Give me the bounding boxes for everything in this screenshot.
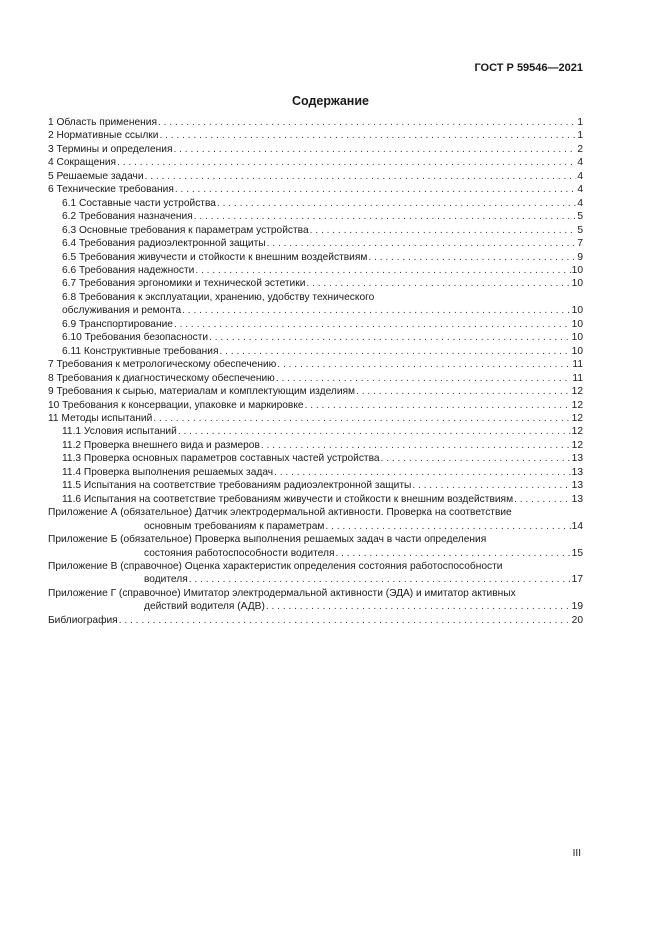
toc-entry-page: 10 <box>571 278 583 290</box>
toc-entry[interactable] <box>48 251 583 264</box>
toc-entry[interactable] <box>48 547 583 560</box>
toc-entry-title: 7 Требования к метрологическому обеспечению <box>48 359 277 371</box>
toc-entry-page: 10 <box>571 264 583 276</box>
toc-entry[interactable]: Приложение А (обязательное) Датчик электродермальной активности. Проверка на соответствие <box>48 507 512 519</box>
toc-dot-leader <box>217 197 576 210</box>
toc-entry-title: 6.2 Требования назначения <box>62 211 193 223</box>
toc-entry-page: 15 <box>571 547 583 559</box>
toc-entry-page: 12 <box>571 412 583 424</box>
toc-entry-title: основным требованиям к параметрам <box>144 520 325 532</box>
toc-entry-title: действий водителя (АДВ) <box>144 601 265 613</box>
toc-dot-leader <box>266 600 571 613</box>
toc-dot-leader <box>220 345 571 358</box>
toc-dot-leader <box>267 237 577 250</box>
toc-entry-page: 13 <box>571 453 583 465</box>
document-code: ГОСТ Р 59546—2021 <box>474 62 583 74</box>
toc-dot-leader <box>412 479 570 492</box>
toc-dot-leader <box>175 183 576 196</box>
toc-entry[interactable] <box>48 143 583 156</box>
toc-entry-page: 14 <box>571 520 583 532</box>
toc-entry-page: 20 <box>571 614 583 626</box>
toc-entry-page: 11 <box>572 359 583 371</box>
toc-entry-title: 5 Решаемые задачи <box>48 170 144 182</box>
toc-entry[interactable] <box>48 331 583 344</box>
toc-dot-leader <box>195 264 570 277</box>
toc-entry-title: 6.7 Требования эргономики и технической эстетики <box>62 278 306 290</box>
toc-entry-title: 6.5 Требования живучести и стойкости к внешним воздействиям <box>62 251 368 263</box>
toc-dot-leader <box>261 439 571 452</box>
toc-dot-leader <box>310 224 577 237</box>
toc-entry[interactable] <box>48 183 583 196</box>
toc-dot-leader <box>119 614 571 627</box>
toc-entry-page: 12 <box>571 439 583 451</box>
toc-entry-page: 12 <box>571 399 583 411</box>
toc-entry[interactable] <box>48 573 583 586</box>
toc-entry[interactable] <box>48 358 583 371</box>
toc-entry-title: 6.4 Требования радиоэлектронной защиты <box>62 238 266 250</box>
toc-entry-title: 11.2 Проверка внешнего вида и размеров <box>62 439 260 451</box>
toc-entry-page: 13 <box>571 480 583 492</box>
toc-entry-page: 4 <box>577 197 583 209</box>
toc-entry-page: 11 <box>572 372 583 384</box>
toc-entry[interactable] <box>48 156 583 169</box>
toc-dot-leader <box>194 210 577 223</box>
toc-entry-page: 13 <box>571 466 583 478</box>
toc-entry-page: 10 <box>571 305 583 317</box>
toc-entry[interactable] <box>48 493 583 506</box>
toc-entry[interactable] <box>48 614 583 627</box>
toc-entry[interactable] <box>48 277 583 290</box>
toc-entry-page: 10 <box>571 318 583 330</box>
toc-entry-title: 1 Область применения <box>48 117 157 128</box>
toc-entry[interactable] <box>48 439 583 452</box>
page-number: III <box>572 848 581 859</box>
toc-entry-page: 13 <box>571 493 583 505</box>
toc-entry-page: 2 <box>577 143 583 155</box>
toc-entry-title: 6.3 Основные требования к параметрам устройства <box>62 224 309 236</box>
toc-entry[interactable] <box>48 399 583 412</box>
toc-entry[interactable] <box>48 318 583 331</box>
toc-entry[interactable] <box>48 372 583 385</box>
toc-dot-leader <box>117 156 576 169</box>
toc-entry-title: Библиография <box>48 614 118 626</box>
toc-entry[interactable] <box>48 452 583 465</box>
toc-entry-title: 2 Нормативные ссылки <box>48 130 159 142</box>
toc-entry-title: 11.5 Испытания на соответствие требованиям радиоэлектронной защиты <box>62 480 412 492</box>
toc-entry-page: 4 <box>577 184 583 196</box>
toc-dot-leader <box>325 520 570 533</box>
toc-entry-title: 6 Технические требования <box>48 184 174 196</box>
toc-entry-title: 6.10 Требования безопасности <box>62 332 209 344</box>
toc-dot-leader <box>209 331 571 344</box>
toc-entry-title: 11.1 Условия испытаний <box>62 426 177 438</box>
toc-entry[interactable] <box>48 224 583 237</box>
toc-entry-page: 5 <box>577 211 583 223</box>
toc-entry-page: 19 <box>571 601 583 613</box>
toc-entry-title: состояния работоспособности водителя <box>144 547 335 559</box>
toc-entry[interactable] <box>48 129 583 142</box>
toc-dot-leader <box>514 493 571 506</box>
toc-entry-title: 3 Термины и определения <box>48 143 173 155</box>
table-of-contents <box>48 116 583 627</box>
toc-entry[interactable] <box>48 170 583 183</box>
toc-entry-title: 6.6 Требования надежности <box>62 264 195 276</box>
toc-entry-title: 9 Требования к сырью, материалам и комплектующим изделиям <box>48 386 356 398</box>
toc-entry[interactable] <box>48 425 583 438</box>
toc-dot-leader <box>159 129 576 142</box>
toc-entry[interactable] <box>48 345 583 358</box>
toc-entry-page: 7 <box>577 238 583 250</box>
toc-entry[interactable] <box>48 197 583 210</box>
toc-entry[interactable] <box>48 385 583 398</box>
toc-entry-page: 1 <box>577 117 583 128</box>
toc-dot-leader <box>189 573 571 586</box>
toc-entry-title: 11.4 Проверка выполнения решаемых задач <box>62 466 274 478</box>
toc-entry-page: 4 <box>577 170 583 182</box>
toc-entry-page: 17 <box>571 574 583 586</box>
toc-entry[interactable]: 6.8 Требования к эксплуатации, хранению, удобству технического <box>62 291 375 303</box>
toc-dot-leader <box>368 251 576 264</box>
toc-entry[interactable] <box>48 466 583 479</box>
toc-entry-page: 12 <box>571 426 583 438</box>
toc-entry-title: 10 Требования к консервации, упаковке и маркировке <box>48 399 304 411</box>
toc-entry-title: обслуживания и ремонта <box>62 305 182 317</box>
toc-entry-title: 11 Методы испытаний <box>48 412 153 424</box>
toc-dot-leader <box>276 372 572 385</box>
toc-entry-title: водителя <box>144 574 188 586</box>
toc-dot-leader <box>356 385 571 398</box>
toc-entry-page: 1 <box>577 130 583 142</box>
toc-entry-page: 10 <box>571 332 583 344</box>
toc-entry-page: 5 <box>577 224 583 236</box>
toc-entry[interactable] <box>48 412 583 425</box>
toc-dot-leader <box>153 412 570 425</box>
toc-dot-leader <box>274 466 571 479</box>
toc-dot-leader <box>145 170 577 183</box>
toc-dot-leader <box>381 452 571 465</box>
toc-entry[interactable] <box>48 520 583 533</box>
toc-entry-page: 4 <box>577 157 583 169</box>
toc-dot-leader <box>173 143 576 156</box>
toc-entry-title: 8 Требования к диагностическому обеспечению <box>48 372 275 384</box>
toc-dot-leader <box>306 277 570 290</box>
toc-entry[interactable]: Приложение В (справочное) Оценка характеристик определения состояния работоспособности <box>48 560 503 572</box>
toc-dot-leader <box>158 116 576 129</box>
toc-entry[interactable] <box>48 304 583 317</box>
toc-entry[interactable]: Приложение Г (справочное) Имитатор электродермальной активности (ЭДА) и имитатор активных <box>48 587 516 599</box>
toc-entry[interactable]: Приложение Б (обязательное) Проверка выполнения решаемых задач в части определения <box>48 534 487 546</box>
toc-dot-leader <box>178 425 571 438</box>
toc-entry[interactable] <box>48 600 583 613</box>
toc-entry-title: 6.9 Транспортирование <box>62 318 173 330</box>
toc-entry-page: 9 <box>577 251 583 263</box>
toc-dot-leader <box>277 358 571 371</box>
toc-dot-leader <box>174 318 571 331</box>
toc-entry-title: 11.6 Испытания на соответствие требованиям живучести и стойкости к внешним воздействиям <box>62 493 514 505</box>
toc-dot-leader <box>305 399 571 412</box>
toc-dot-leader <box>335 547 570 560</box>
toc-entry-title: 6.1 Составные части устройства <box>62 197 216 209</box>
toc-entry-page: 10 <box>571 345 583 357</box>
toc-entry-title: 11.3 Проверка основных параметров составных частей устройства <box>62 453 380 465</box>
toc-entry-title: 6.11 Конструктивные требования <box>62 345 219 357</box>
toc-entry[interactable] <box>48 210 583 223</box>
toc-entry[interactable] <box>48 237 583 250</box>
toc-entry[interactable] <box>48 479 583 492</box>
toc-entry[interactable] <box>48 264 583 277</box>
toc-entry[interactable] <box>48 116 583 129</box>
toc-entry-title: 4 Сокращения <box>48 157 117 169</box>
page-title: Содержание <box>291 94 369 108</box>
toc-dot-leader <box>182 304 571 317</box>
toc-entry-page: 12 <box>571 386 583 398</box>
